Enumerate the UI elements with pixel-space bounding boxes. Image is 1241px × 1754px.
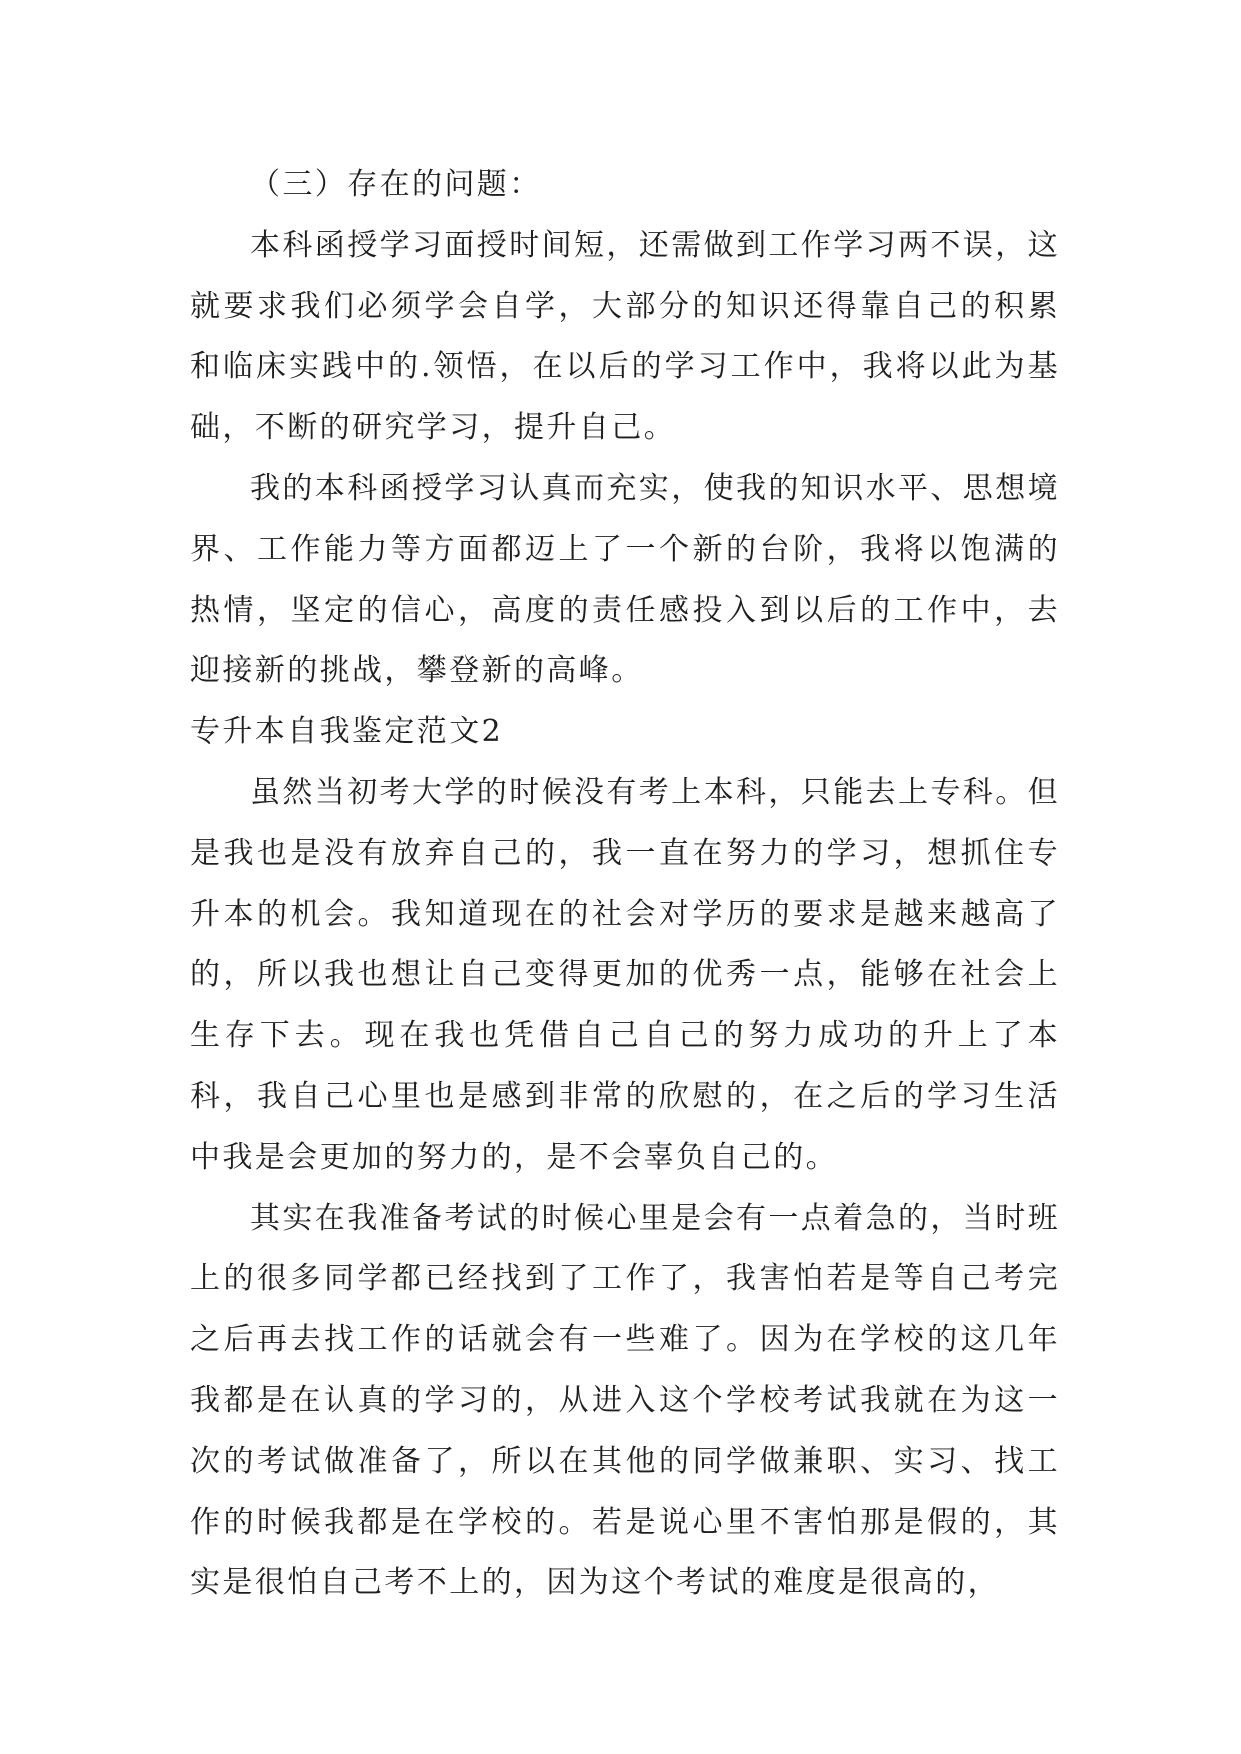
subheading-existing-problems: （三）存在的问题：	[250, 167, 542, 202]
paragraph: 我的本科函授学习认真而充实，使我的知识水平、思想境界、工作能力等方面都迈上了一个新的台阶，我将以饱满的热情，坚定的信心，高度的责任感投入到以后的工作中，去迎接新的挑战，攀登新的高峰。	[190, 470, 1060, 689]
document-body	[190, 155, 1060, 1614]
paragraph: 本科函授学习面授时间短，还需做到工作学习两不误，这就要求我们必须学会自学，大部分的知识还得靠自己的积累和临床实践中的.领悟，在以后的学习工作中，我将以此为基础，不断的研究学习，提升自己。	[190, 227, 1060, 446]
paragraph: 虽然当初考大学的时候没有考上本科，只能去上专科。但是我也是没有放弃自己的，我一直在努力的学习，想抓住专升本的机会。我知道现在的社会对学历的要求是越来越高了的，所以我也想让自己变得更加的优秀一点，能够在社会上生存下去。现在我也凭借自己自己的努力成功的升上了本科，我自己心里也是感到非常的欣慰的，在之后的学习生活中我是会更加的努力的，是不会辜负自己的。	[190, 774, 1060, 1175]
section-title: 专升本自我鉴定范文2	[190, 714, 504, 750]
paragraph: 其实在我准备考试的时候心里是会有一点着急的，当时班上的很多同学都已经找到了工作了，我害怕若是等自己考完之后再去找工作的话就会有一些难了。因为在学校的这几年我都是在认真的学习的，从进入这个学校考试我就在为这一次的考试做准备了，所以在其他的同学做兼职、实习、找工作的时候我都是在学校的。若是说心里不害怕那是假的，其实是很怕自己考不上的，因为这个考试的难度是很高的，	[190, 1200, 1060, 1601]
